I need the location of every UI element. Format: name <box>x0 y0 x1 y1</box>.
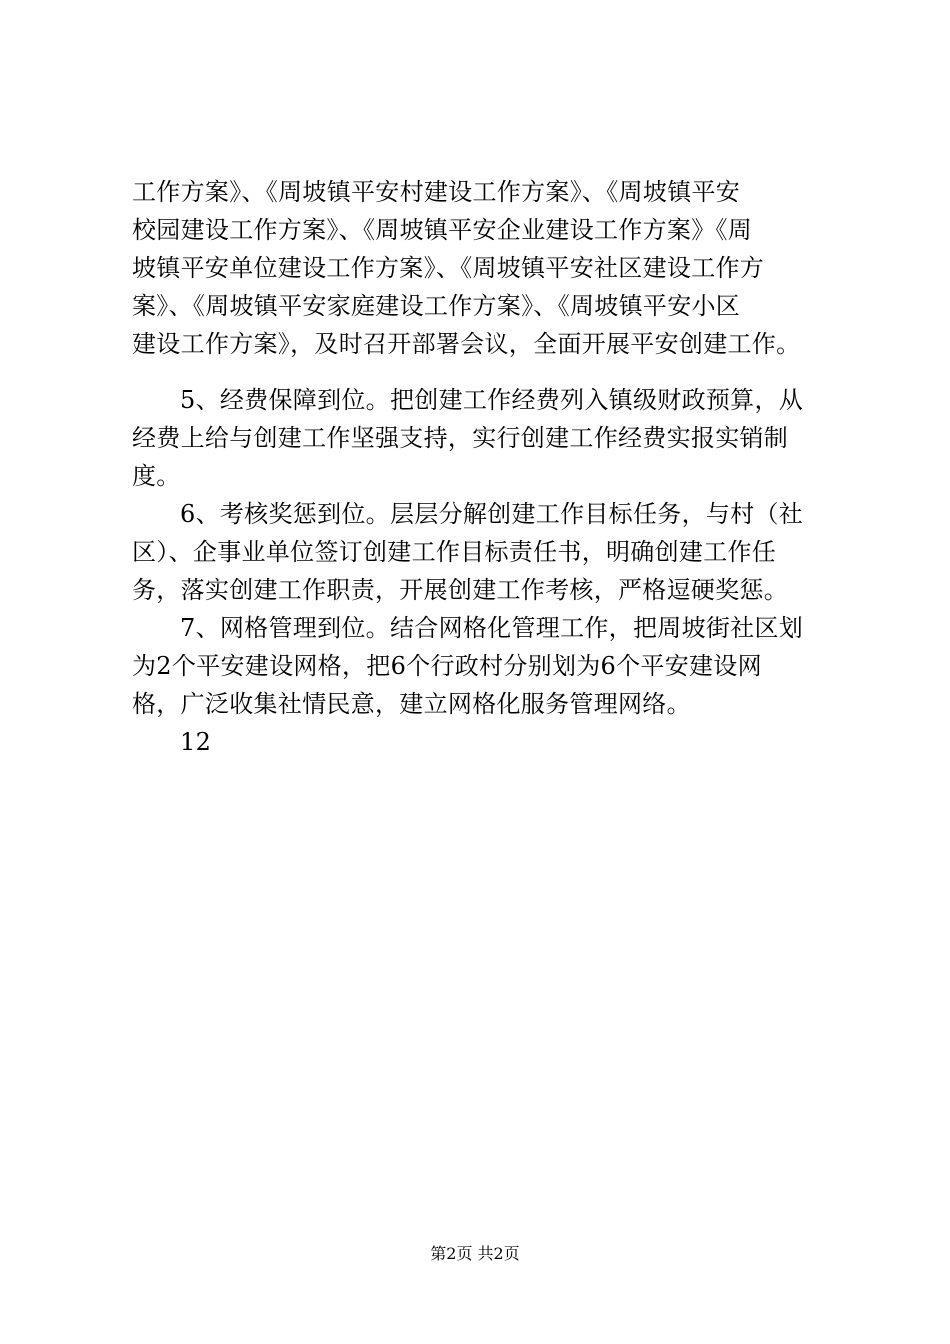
text-line: 6、考核奖惩到位。层层分解创建工作目标任务，与村（社 <box>180 500 804 528</box>
paragraph-gap <box>132 363 844 381</box>
text-line: 度。 <box>132 462 181 490</box>
text-line: 7、网格管理到位。结合网格化管理工作，把周坡街社区划 <box>180 614 804 642</box>
text-line: 校园建设工作方案》、《周坡镇平安企业建设工作方案》《周 <box>132 216 753 244</box>
text-line: 案》、《周坡镇平安家庭建设工作方案》、《周坡镇平安小区 <box>132 292 741 320</box>
paragraph-assessment <box>132 495 844 609</box>
paragraph-trailing <box>132 723 844 761</box>
text-line: 12 <box>180 728 212 756</box>
page-footer <box>0 1243 950 1265</box>
text-line: 5、经费保障到位。把创建工作经费列入镇级财政预算，从 <box>180 386 804 414</box>
paragraph-funding <box>132 381 844 495</box>
text-line: 务，落实创建工作职责，开展创建工作考核，严格逗硬奖惩。 <box>132 576 789 604</box>
paragraph-grid-management <box>132 609 844 723</box>
text-line: 为2个平安建设网格，把6个行政村分别划为6个平安建设网 <box>132 652 762 680</box>
text-line: 建设工作方案》，及时召开部署会议，全面开展平安创建工作。 <box>132 330 801 358</box>
text-line: 经费上给与创建工作坚强支持，实行创建工作经费实报实销制 <box>132 424 789 452</box>
text-line: 区）、企事业单位签订创建工作目标责任书，明确创建工作任 <box>132 538 777 566</box>
text-line: 工作方案》、《周坡镇平安村建设工作方案》、《周坡镇平安 <box>132 178 741 206</box>
text-line: 坡镇平安单位建设工作方案》、《周坡镇平安社区建设工作方 <box>132 254 765 282</box>
document-body <box>132 173 844 761</box>
text-line: 格，广泛收集社情民意，建立网格化服务管理网络。 <box>132 690 691 718</box>
page-number-label: 第2页 共2页 <box>430 1244 520 1263</box>
paragraph-intro <box>132 173 844 363</box>
